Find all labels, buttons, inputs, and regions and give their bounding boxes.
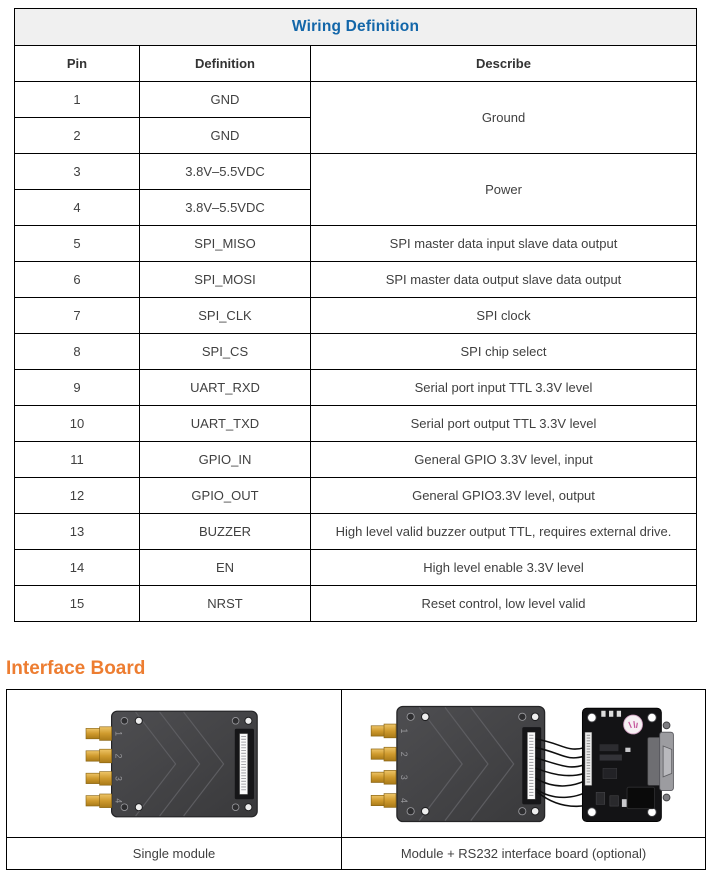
pin-cell: 10 [15, 406, 140, 442]
table-row [15, 442, 697, 478]
describe-cell: Ground [311, 82, 697, 154]
pin-cell: 3 [15, 154, 140, 190]
table-row [15, 406, 697, 442]
sma-connector-icon [371, 724, 396, 807]
definition-cell: BUZZER [140, 514, 311, 550]
wiring-definition-table [14, 8, 697, 622]
table-row [15, 226, 697, 262]
caption-single-module: Single module [7, 838, 342, 870]
module-rs232-photo-cell [342, 690, 706, 838]
pin-connector-icon [235, 728, 254, 798]
definition-cell: GPIO_IN [140, 442, 311, 478]
pin-cell: 12 [15, 478, 140, 514]
interface-board-table [6, 689, 706, 870]
pin-cell: 9 [15, 370, 140, 406]
pin-cell: 8 [15, 334, 140, 370]
describe-cell: Power [311, 154, 697, 226]
definition-cell: SPI_CLK [140, 298, 311, 334]
table-row [15, 82, 697, 118]
definition-cell: SPI_MISO [140, 226, 311, 262]
table-row [15, 154, 697, 190]
column-header-describe: Describe [311, 46, 697, 82]
table-header-row [15, 46, 697, 82]
pin-cell: 14 [15, 550, 140, 586]
board-pin-header-icon [584, 732, 591, 785]
describe-cell: SPI master data input slave data output [311, 226, 697, 262]
interface-image-row [7, 690, 706, 838]
table-row [15, 334, 697, 370]
logo-sticker [623, 715, 642, 734]
definition-cell: GND [140, 82, 311, 118]
svg-text:3: 3 [113, 775, 124, 781]
pin-cell: 1 [15, 82, 140, 118]
column-header-definition: Definition [140, 46, 311, 82]
pin-cell: 11 [15, 442, 140, 478]
svg-text:2: 2 [398, 751, 409, 757]
svg-text:3: 3 [398, 774, 409, 780]
pin-cell: 5 [15, 226, 140, 262]
definition-cell: GND [140, 118, 311, 154]
table-title-row [15, 9, 697, 46]
table-row [15, 550, 697, 586]
module-rs232-photo [366, 696, 682, 832]
interface-caption-row [7, 838, 706, 870]
sma-connector-icon [86, 726, 112, 807]
describe-cell: SPI clock [311, 298, 697, 334]
describe-cell: Reset control, low level valid [311, 586, 697, 622]
definition-cell: SPI_MOSI [140, 262, 311, 298]
page-title: Wiring Definition [15, 9, 697, 46]
definition-cell: SPI_CS [140, 334, 311, 370]
describe-cell: SPI master data output slave data output [311, 262, 697, 298]
describe-cell: General GPIO3.3V level, output [311, 478, 697, 514]
describe-cell: High level enable 3.3V level [311, 550, 697, 586]
table-row [15, 478, 697, 514]
single-module-photo-cell [7, 690, 342, 838]
column-header-pin: Pin [15, 46, 140, 82]
describe-cell: SPI chip select [311, 334, 697, 370]
svg-text:1: 1 [113, 730, 124, 736]
pin-cell: 4 [15, 190, 140, 226]
definition-cell: 3.8V–5.5VDC [140, 190, 311, 226]
describe-cell: Serial port output TTL 3.3V level [311, 406, 697, 442]
definition-cell: NRST [140, 586, 311, 622]
pin-cell: 13 [15, 514, 140, 550]
top-pads [601, 710, 621, 716]
pin-cell: 15 [15, 586, 140, 622]
definition-cell: EN [140, 550, 311, 586]
interface-board-heading: Interface Board [6, 658, 146, 679]
definition-cell: GPIO_OUT [140, 478, 311, 514]
pin-cell: 2 [15, 118, 140, 154]
svg-text:1: 1 [398, 727, 409, 733]
table-row [15, 586, 697, 622]
power-block [627, 787, 654, 808]
svg-text:4: 4 [113, 797, 124, 803]
pin-cell: 6 [15, 262, 140, 298]
describe-cell: Serial port input TTL 3.3V level [311, 370, 697, 406]
pin-cell: 7 [15, 298, 140, 334]
definition-cell: 3.8V–5.5VDC [140, 154, 311, 190]
single-module-photo [78, 703, 270, 825]
definition-cell: UART_RXD [140, 370, 311, 406]
caption-module-rs232: Module + RS232 interface board (optional) [342, 838, 706, 870]
describe-cell: High level valid buzzer output TTL, requires external drive. [311, 514, 697, 550]
table-row [15, 514, 697, 550]
table-row [15, 262, 697, 298]
table-row [15, 298, 697, 334]
describe-cell: General GPIO 3.3V level, input [311, 442, 697, 478]
svg-text:2: 2 [113, 753, 124, 758]
table-row [15, 370, 697, 406]
definition-cell: UART_TXD [140, 406, 311, 442]
svg-text:4: 4 [398, 797, 409, 803]
